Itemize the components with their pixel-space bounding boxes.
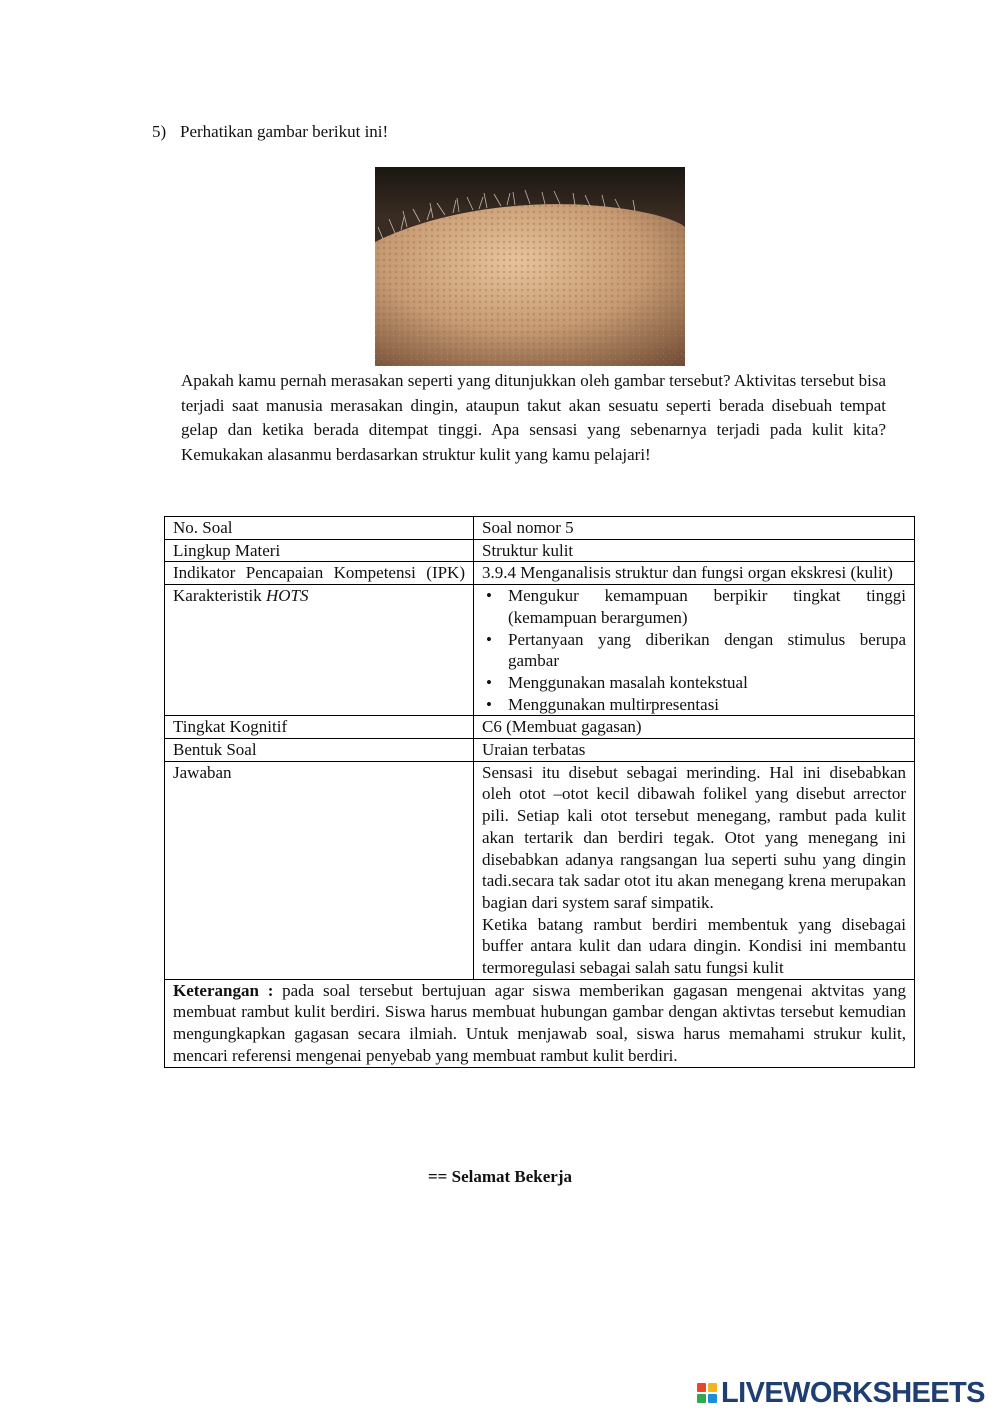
row-label: Tingkat Kognitif xyxy=(165,716,474,739)
row-value xyxy=(474,585,915,716)
question-prompt: Perhatikan gambar berikut ini! xyxy=(180,122,389,141)
list-item xyxy=(486,672,906,694)
row-value: Struktur kulit xyxy=(474,539,915,562)
bullet-icon: • xyxy=(486,629,492,649)
list-item xyxy=(486,585,906,628)
row-value: Uraian terbatas xyxy=(474,739,915,762)
answer-cell xyxy=(474,761,915,979)
logo-square xyxy=(697,1394,706,1403)
table-row xyxy=(165,562,915,585)
row-label xyxy=(165,585,474,716)
hots-item: Mengukur kemampuan berpikir tingkat tinggi (kemampuan berargumen) xyxy=(508,586,906,627)
table-row xyxy=(165,739,915,762)
table-row xyxy=(165,539,915,562)
bullet-icon: • xyxy=(486,694,492,714)
note-cell xyxy=(165,979,915,1067)
table-row xyxy=(165,585,915,716)
logo-square xyxy=(708,1394,717,1403)
question-heading xyxy=(152,122,388,142)
answer-label: Jawaban xyxy=(165,761,474,979)
hots-list xyxy=(482,585,906,715)
table-row xyxy=(165,517,915,540)
hots-item: Menggunakan multirpresentasi xyxy=(508,694,720,714)
logo-grid-icon xyxy=(697,1383,717,1403)
list-item xyxy=(486,629,906,672)
bullet-icon: • xyxy=(486,672,492,692)
answer-paragraph: Sensasi itu disebut sebagai merinding. Hal ini disebabkan oleh otot –otot kecil dibawah folikel yang disebut arrector pili. Setiap kali otot tersebut menegang, rambut pada kulit akan tertarik dan berdiri tegak. Otot yang menegang ini disebabkan adanya rangsangan lua seperti suhu yang dingin tadi.secara tak sadar otot itu akan menegang krena merupakan bagian dari system saraf simpatik. xyxy=(482,762,906,912)
logo-square xyxy=(708,1383,717,1392)
question-metadata-table xyxy=(164,516,915,1068)
goosebumps-skin-photo xyxy=(375,167,685,366)
logo-square xyxy=(697,1383,706,1392)
note-label: Keterangan : xyxy=(173,980,274,1000)
bullet-icon: • xyxy=(486,586,492,606)
table-row xyxy=(165,761,915,979)
logo-wordmark: LIVEWORKSHEETS xyxy=(721,1376,985,1409)
hots-item: Pertanyaan yang diberikan dengan stimulus berupa gambar xyxy=(508,629,906,671)
row-label: No. Soal xyxy=(165,517,474,540)
row-value: Soal nomor 5 xyxy=(474,517,915,540)
question-body: Apakah kamu pernah merasakan seperti yang ditunjukkan oleh gambar tersebut? Aktivitas tersebut bisa terjadi saat manusia merasakan dingin, ataupun takut akan sesuatu seperti berada disebuah tempat gelap dan ketika berada ditempat tinggi. Apa sensasi yang sebenarnya terjadi pada kulit kita? Kemukakan alasanmu berdasarkan struktur kulit yang kamu pelajari! xyxy=(181,371,886,464)
row-label xyxy=(165,562,474,585)
hots-item: Menggunakan masalah kontekstual xyxy=(508,672,748,692)
answer-paragraph: Ketika batang rambut berdiri membentuk yang disebagai buffer antara kulit dan udara dingin. Kondisi ini membantu termoregulasi sebagai salah satu fungsi kulit xyxy=(482,914,906,978)
table-row xyxy=(165,979,915,1067)
note-text: pada soal tersebut bertujuan agar siswa memberikan gagasan mengenai aktvitas yang membuat rambut kulit berdiri. Siswa harus membuat hubungan gambar dengan aktivtas tersebut kemudian mengungkapkan gagasan secara ilmiah. Untuk menjawab soal, siswa harus memahami strukur kulit, mencari referensi mengenai penyebab yang membuat rambut kulit berdiri. xyxy=(173,980,906,1065)
row-label: Bentuk Soal xyxy=(165,739,474,762)
row-value: 3.9.4 Menganalisis struktur dan fungsi organ ekskresi (kulit) xyxy=(474,562,915,585)
row-label: Lingkup Materi xyxy=(165,539,474,562)
question-number: 5) xyxy=(152,122,167,141)
list-item xyxy=(486,694,906,716)
table-row xyxy=(165,716,915,739)
closing-text: == Selamat Bekerja xyxy=(427,1167,572,1186)
hots-label-em: HOTS xyxy=(266,586,309,606)
row-value: C6 (Membuat gagasan) xyxy=(474,716,915,739)
liveworksheets-logo xyxy=(697,1378,985,1408)
hots-label-prefix: Karakteristik xyxy=(173,586,266,606)
ipk-label: Indikator Pencapaian Kompetensi (IPK) xyxy=(173,563,465,583)
